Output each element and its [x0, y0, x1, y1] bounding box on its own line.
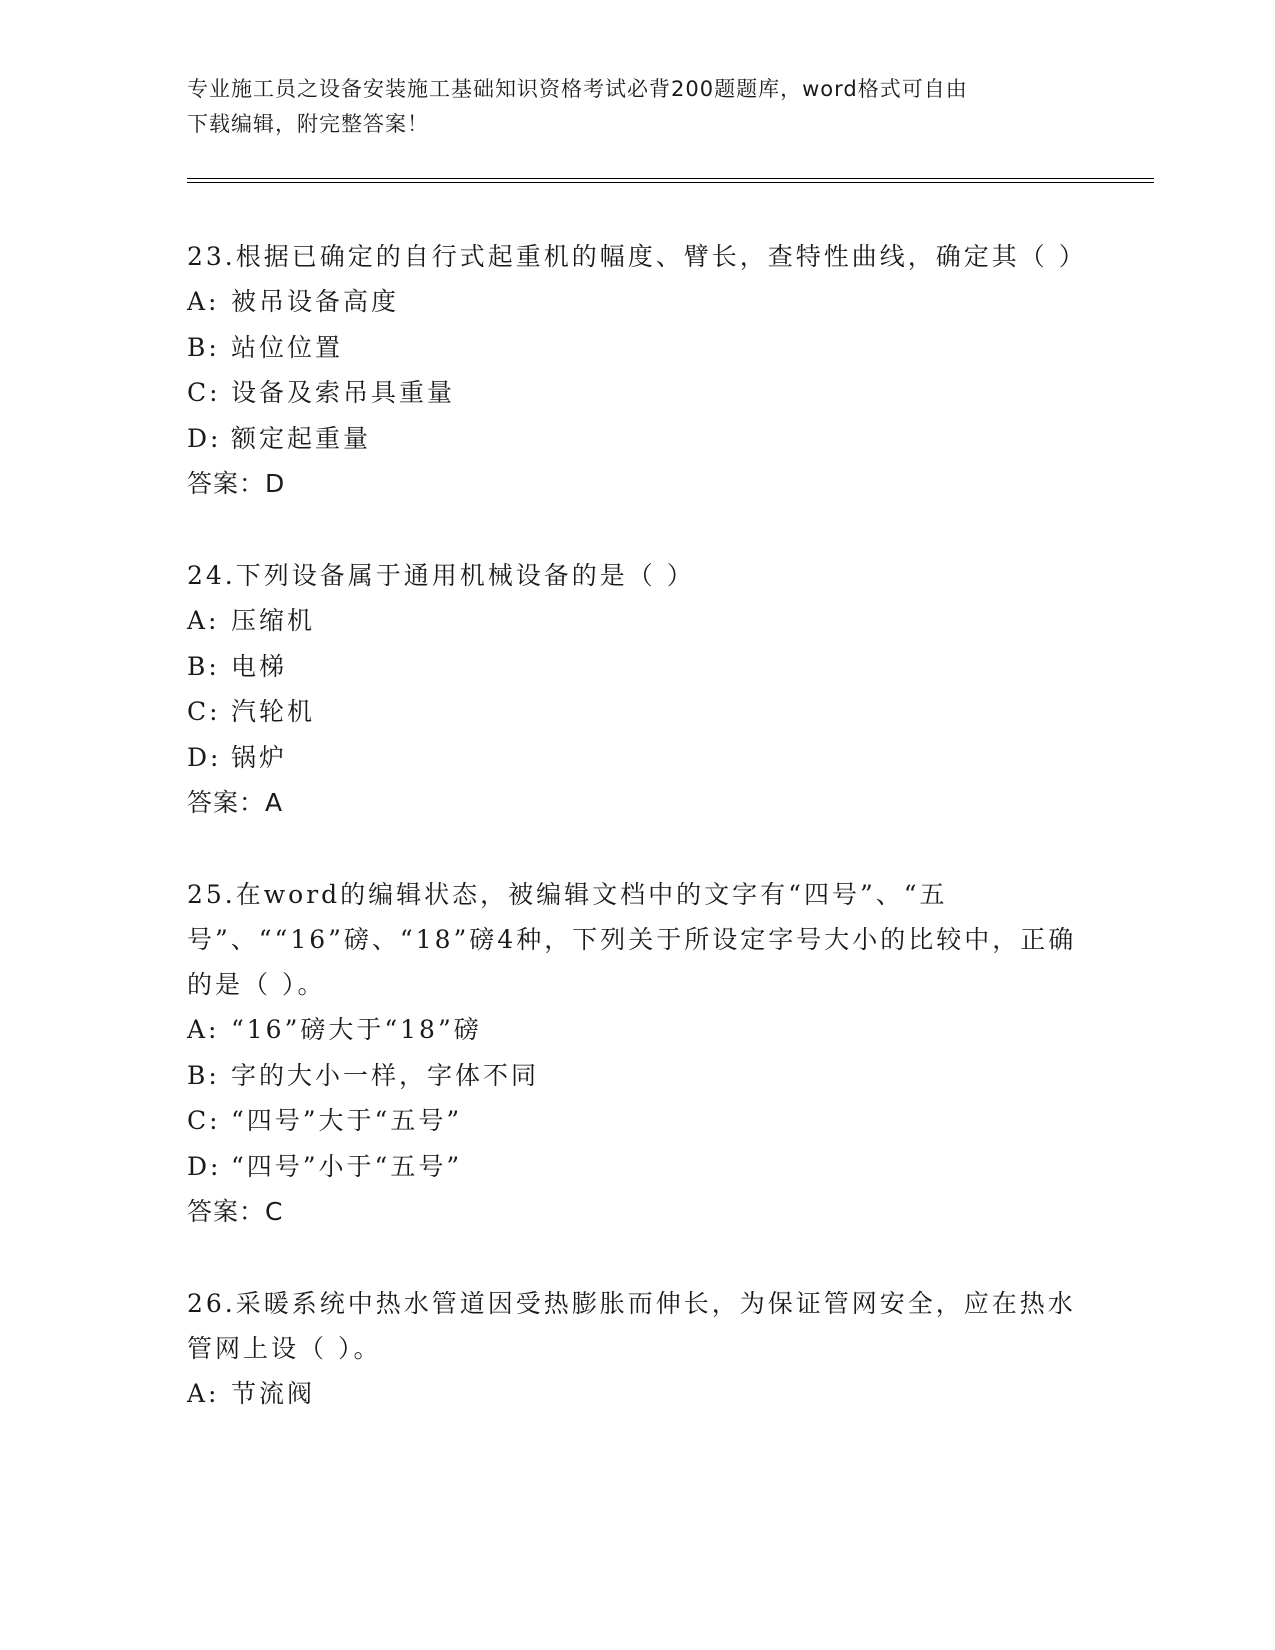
option-c: [187, 370, 1087, 416]
option-text: 被吊设备高度: [231, 287, 400, 316]
option-c: [187, 1098, 1087, 1144]
option-text: 站位位置: [231, 332, 344, 362]
option-label: A:: [187, 1015, 220, 1044]
question-stem: 25.在word的编辑状态，被编辑文档中的文字有“四号”、“五号”、““16”磅、“18”磅4种，下列关于所设定字号大小的比较中，正确的是（ ）。: [187, 880, 1077, 999]
option-label: D:: [187, 423, 222, 453]
header-divider-bottom: [187, 182, 1154, 183]
header-line-1: 专业施工员之设备安装施工基础知识资格考试必背200题题库，word格式可自由: [187, 77, 968, 101]
option-label: D:: [187, 1151, 222, 1181]
option-label: A:: [187, 1379, 220, 1408]
option-label: C:: [187, 1106, 221, 1135]
option-label: C:: [187, 697, 221, 726]
option-text: “16”磅大于“18”磅: [231, 1015, 482, 1044]
answer-line: 答案：D: [187, 469, 286, 498]
option-d: [187, 735, 1087, 781]
option-text: “四号”大于“五号”: [231, 1106, 463, 1135]
option-label: A:: [187, 606, 220, 635]
header-divider-top: [187, 178, 1154, 179]
question-stem: 26.采暖系统中热水管道因受热膨胀而伸长，为保证管网安全，应在热水管网上设（ ）。: [187, 1289, 1076, 1363]
option-a: [187, 1371, 1087, 1417]
option-text: 电梯: [231, 651, 288, 681]
question-stem: 23.根据已确定的自行式起重机的幅度、臂长，查特性曲线，确定其（ ）: [187, 242, 1087, 271]
option-text: 压缩机: [231, 606, 316, 635]
option-label: B:: [187, 651, 220, 681]
question-25: [187, 872, 1087, 1235]
option-text: 汽轮机: [231, 697, 316, 726]
option-b: [187, 325, 1087, 371]
option-label: B:: [187, 332, 220, 362]
option-a: [187, 1007, 1087, 1053]
option-b: [187, 1053, 1087, 1099]
option-label: A:: [187, 287, 220, 316]
option-text: 锅炉: [231, 742, 288, 772]
option-d: [187, 416, 1087, 462]
option-b: [187, 644, 1087, 690]
question-stem: 24.下列设备属于通用机械设备的是（ ）: [187, 561, 695, 590]
option-text: 额定起重量: [231, 423, 372, 453]
question-24: [187, 553, 1087, 826]
option-text: “四号”小于“五号”: [231, 1151, 463, 1181]
option-label: D:: [187, 742, 222, 772]
option-label: B:: [187, 1060, 220, 1090]
option-text: 设备及索吊具重量: [231, 378, 456, 407]
answer-line: 答案：A: [187, 788, 284, 817]
option-label: C:: [187, 378, 221, 407]
answer-line: 答案：C: [187, 1197, 284, 1226]
document-header: [187, 72, 1087, 142]
option-text: 字的大小一样，字体不同: [231, 1060, 540, 1090]
option-a: [187, 598, 1087, 644]
question-23: [187, 234, 1087, 507]
option-text: 节流阀: [231, 1379, 316, 1408]
question-list: [187, 234, 1087, 1463]
question-26: [187, 1281, 1087, 1417]
header-line-2: 下载编辑，附完整答案！: [187, 112, 429, 136]
option-a: [187, 279, 1087, 325]
option-d: [187, 1144, 1087, 1190]
option-c: [187, 689, 1087, 735]
